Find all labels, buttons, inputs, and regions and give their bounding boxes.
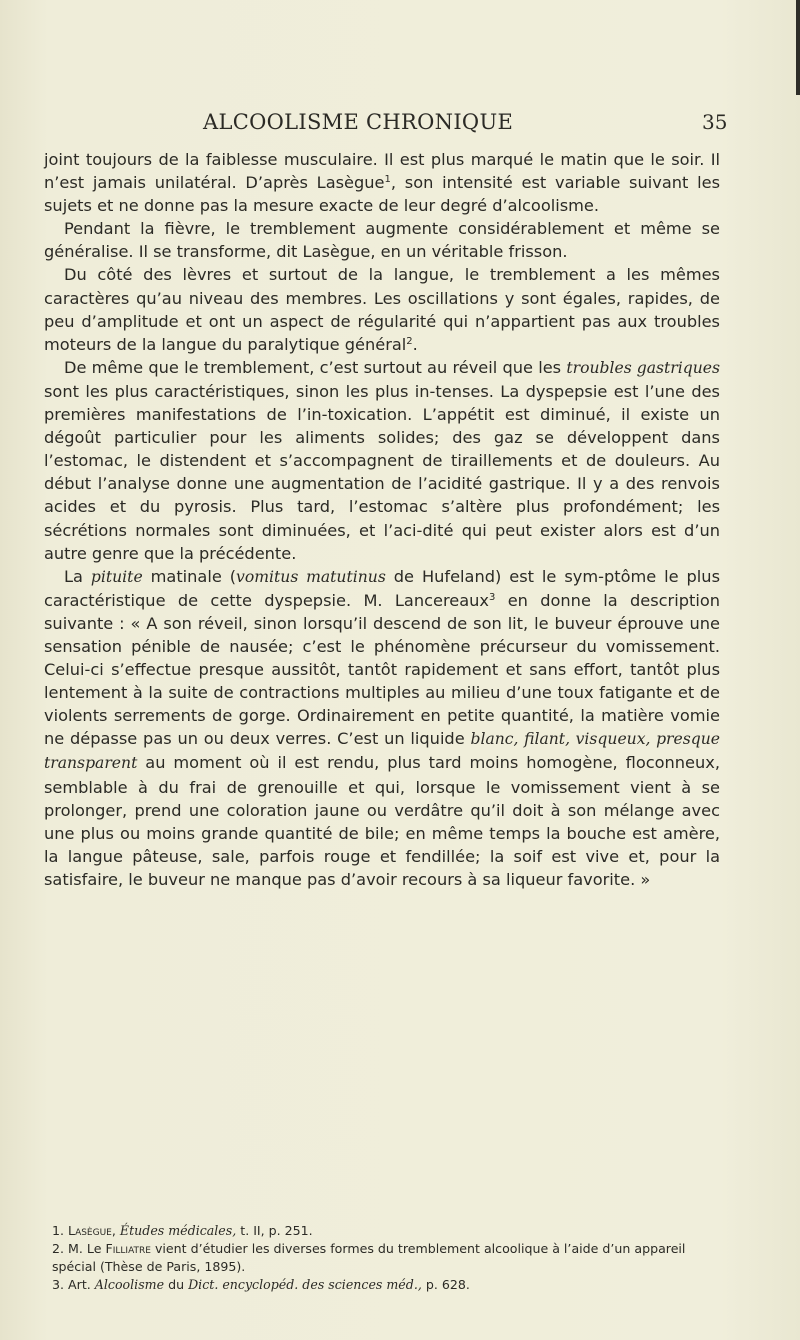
running-head <box>0 100 800 140</box>
footnote-3-text-c: p. 628. <box>425 1277 470 1292</box>
paragraph-2: Pendant la fièvre, le tremblement augmente considérablement et même se généralise. Il se transforme, dit Lasègue, en un véritable frisson. <box>44 219 720 262</box>
body-text <box>44 148 720 891</box>
footnote-2 <box>52 1240 720 1276</box>
paragraph-5-text-e: au moment où il est rendu, plus tard moins homogène, floconneux, semblable à du frai de grenouille et qui, lorsque le vomissement vient à se prolonger, prend une coloration jaune ou verdâtre qu’il doit à son mélange avec une plus ou moins grande quantité de bile; en même temps la bouche est amère, la langue pâteuse, sale, parfois rouge et fendillée; la soif est vive et, pour la satisfaire, le buveur ne manque pas d’avoir recours à sa liqueur favorite. » <box>44 753 721 889</box>
footnote-3-text-a: Art. <box>68 1277 91 1292</box>
paragraph-1-text: joint toujours de la faiblesse musculaire. Il est plus marqué le matin que le soir. Il n’est jamais unilatéral. D’après Lasègue <box>44 150 720 193</box>
footnote-2-number: 2. <box>52 1241 65 1256</box>
paragraph-4 <box>44 356 720 565</box>
footnote-3-number: 3. <box>52 1277 65 1292</box>
paragraph-5-text-a: La <box>64 566 83 586</box>
footnote-ref-3: 3 <box>488 591 496 603</box>
paragraph-1 <box>44 148 720 217</box>
footnote-1 <box>52 1222 720 1240</box>
footnote-1-number: 1. <box>52 1223 65 1238</box>
footnote-3-text-b: du <box>168 1277 185 1292</box>
footnote-2-text-a: M. Le <box>68 1241 102 1256</box>
paragraph-3 <box>44 263 720 355</box>
footnote-3 <box>52 1276 720 1294</box>
paragraph-5-italic-2: vomitus matutinus <box>236 567 386 586</box>
page-edge-shadow <box>796 0 800 95</box>
paragraph-5-italic-1: pituite <box>90 567 143 586</box>
footnote-ref-2: 2 <box>406 335 413 347</box>
footnote-3-italic-1: Alcoolisme <box>94 1277 165 1292</box>
footnote-1-title: Études médicales, <box>119 1223 237 1238</box>
footnotes <box>52 1222 720 1294</box>
paragraph-3-end: . <box>412 334 418 354</box>
page-number: 35 <box>702 110 728 134</box>
paragraph-5-text-d: en donne la description suivante : « A son réveil, sinon lorsqu’il descend de son lit, le buveur éprouve une sensation pénible de nausée; c’est le phénomène précurseur du vomissement. Celui-ci s’effectue presque aussitôt, tantôt rapidement et sans effort, tantôt plus lentement à la suite de contractions multiples au milieu d’une toux fatigante et de violents serrements de gorge. Ordinairement en petite quantité, la matière vomie ne dépasse pas un ou deux verres. C’est un liquide <box>44 590 720 749</box>
paragraph-5-text-c: de Hufeland) est le sym-ptôme le plus caractéristique de cette dyspepsie. M. Lancereaux <box>44 566 720 610</box>
footnote-ref-1: 1 <box>384 174 391 186</box>
footnote-1-author: Lasègue, <box>68 1223 116 1238</box>
paragraph-5 <box>44 565 720 891</box>
footnote-2-author: Filliatre <box>105 1241 151 1256</box>
paragraph-5-text-b: matinale ( <box>150 566 237 586</box>
paragraph-4-italic: troubles gastriques <box>566 358 720 377</box>
paragraph-4-text-b: sont les plus caractéristiques, sinon les plus in-tenses. La dyspepsie est l’une des premières manifestations de l’in-toxication. L’appétit est diminué, il existe un dégoût particulier pour les aliments solides; des gaz se développent dans l’estomac, le distendent et s’accompagnent de tiraillements et de douleurs. Au début l’analyse donne une augmentation de l’acidité gastrique. Il y a des renvois acides et du pyrosis. Plus tard, l’estomac s’altère plus profondément; les sécrétions normales sont diminuées, et l’aci-dité qui peut exister alors est d’un autre genre que la précédente. <box>44 381 720 563</box>
paragraph-5-italic-3: blanc, filant, visqueux, presque transparent <box>44 730 720 773</box>
footnote-1-rest: t. II, p. 251. <box>240 1223 313 1238</box>
paragraph-1-end: , son intensité est variable suivant les sujets et ne donne pas la mesure exacte de leur degré d’alcoolisme. <box>44 173 720 216</box>
footnote-3-italic-2: Dict. encyclopéd. des sciences méd., <box>188 1277 422 1292</box>
paragraph-3-text: Du côté des lèvres et surtout de la langue, le tremblement a les mêmes caractères qu’au niveau des membres. Les oscillations y sont égales, rapides, de peu d’amplitude et ont un aspect de régularité qui n’appartient pas aux troubles moteurs de la langue du paralytique général <box>44 265 720 354</box>
running-title: ALCOOLISME CHRONIQUE <box>203 110 514 134</box>
footnote-2-text-b: vient d’étudier les diverses formes du tremblement alcoolique à l’aide d’un appareil spécial (Thèse de Paris, 1895). <box>52 1241 686 1274</box>
paragraph-4-text-a: De même que le tremblement, c’est surtout au réveil que les <box>64 357 562 377</box>
